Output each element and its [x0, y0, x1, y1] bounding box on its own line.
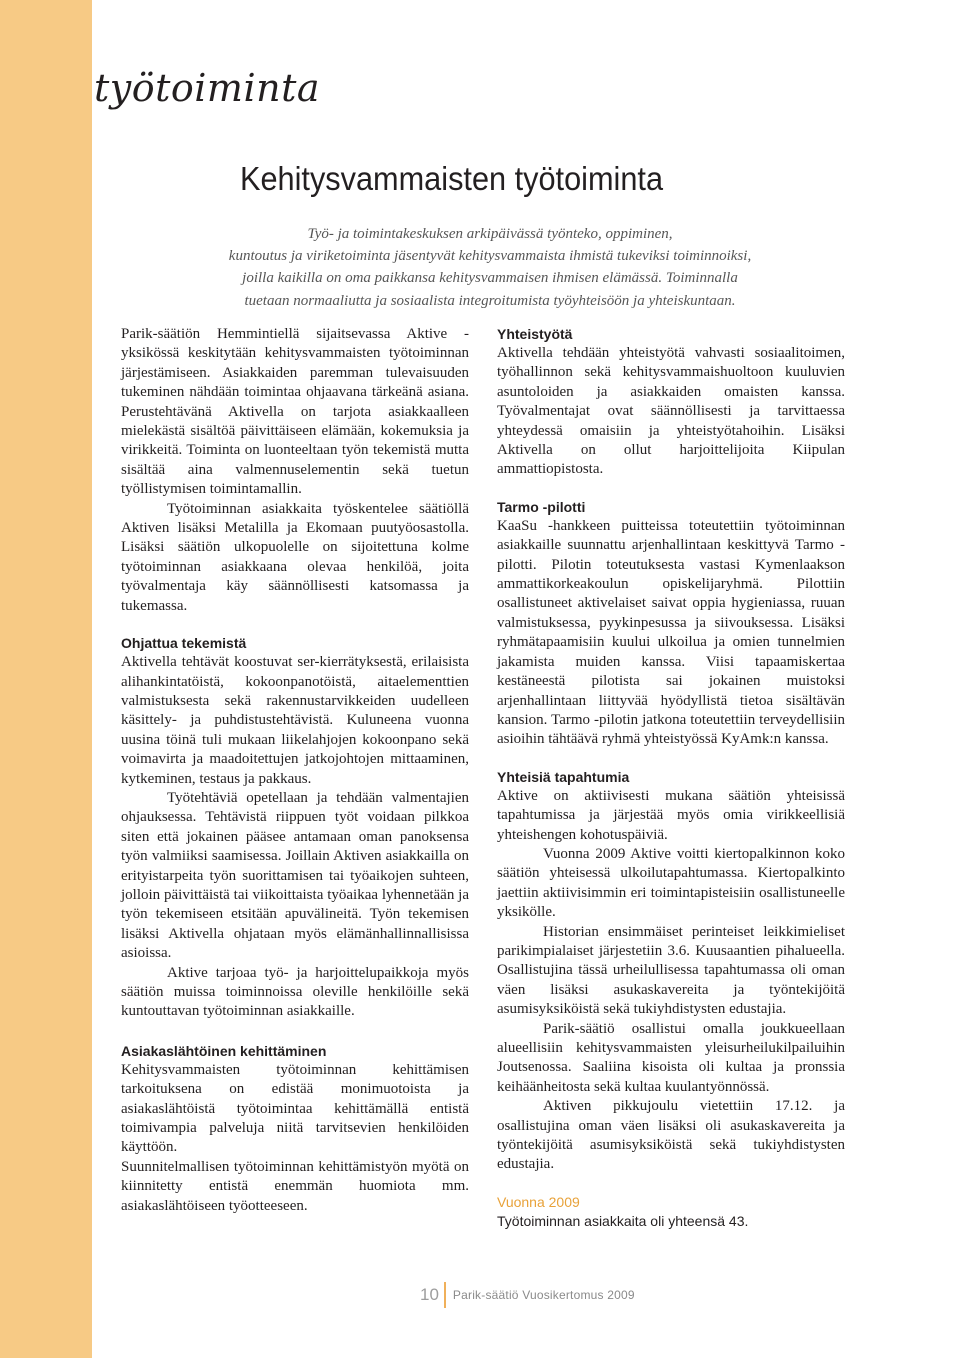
section-heading-yhteistyo: Yhteistyötä	[497, 326, 573, 342]
body-paragraph: Työtoiminnan asiakkaita työskentelee säätiöllä Aktiven lisäksi Metalilla ja Ekomaan puutyöosastolla. Lisäksi säätiön ulkopuolelle on sijoitettuna kolme työtoiminnan asiakkaana olevaa henkilöä, joita työvalmentaja käy säännöllisesti katsomassa ja tukemassa.	[121, 500, 469, 614]
section-heading-asiakaslahtoinen: Asiakaslähtöinen kehittäminen	[121, 1042, 327, 1059]
left-column	[121, 325, 469, 1216]
section-heading-ohjattua: Ohjattua tekemistä	[121, 635, 247, 652]
right-column	[497, 325, 845, 1231]
section-heading-tarmo: Tarmo -pilotti	[497, 498, 586, 515]
intro-line: kuntoutus ja viriketoiminta jäsentyvät kehitysvammaista ihmistä tukeviksi toiminnoiksi,	[228, 248, 752, 265]
body-paragraph: KaaSu -hankkeen puitteissa toteutettiin työtoiminnan asiakkaille suunnattu arjenhallintaan keskittyvä Tarmo -pilotti. Pilotin toteutuksesta vastasi Kymenlaakson ammattikorkeakoulun opiskelijaryhmä. Pilottiin osallistuneet aktivelaiset saivat oppia hygieniassa, ruuan valmistuksessa, pyykinpesussa ja siivouksessa. Lisäksi ryhmätapaamisiin kuului ulkoilua ja omien tunnelmien jakamista muiden kanssa. Viisi tapaamiskertaa kestäneestä pilotista sai jokainen muistoksi arjenhallintaan liittyvää hyödyllistä tietoa sisältävän kansion. Tarmo -pilotin jatkona toteutettiin terveydellisiin asioihin tähtäävä ryhmä yhteistyössä KyAmk:n kanssa.	[497, 517, 845, 748]
page-number: 10	[420, 1285, 439, 1304]
publication-name: Parik-säätiö Vuosikertomus 2009	[452, 1288, 635, 1302]
section-heading-yhteisia: Yhteisiä tapahtumia	[497, 768, 630, 785]
decorative-side-band	[0, 0, 92, 1358]
page-footer	[420, 1282, 635, 1308]
section-word: työtoiminta	[94, 66, 321, 110]
intro-line: tuetaan normaaliutta ja sosiaalista integroitumista työyhteisöön ja yhteiskuntaan.	[244, 292, 736, 309]
highlight-text: Työtoiminnan asiakkaita oli yhteensä 43.	[497, 1212, 749, 1229]
intro-line: Työ- ja toimintakeskuksen arkipäivässä työnteko, oppiminen,	[307, 226, 673, 242]
body-paragraph: Työtehtäviä opetellaan ja tehdään valmentajien ohjauksessa. Tehtävistä riippuen työt voidaan pilkkoa siten että jokainen pääsee antamaan oman panoksensa työn valmiiksi saamisessa. Joillain Aktiven asiakkailla on erityistarpeita työn suorittamisen tai työaikojen suhteen, jolloin päivittäistä tai viikoittaista työaikaa lyhennetään ja työn tekemiseen etsitään apuvälineitä. Työn tekemisen lisäksi Aktivella ohjataan myös elämänhallinnallisissa asioissa.	[121, 789, 469, 962]
intro-line: joilla kaikilla on oma paikkansa kehitysvammaisen ihmisen elämässä. Toiminnalla	[242, 270, 738, 287]
body-paragraph: Parik-säätiön Hemmintiellä sijaitsevassa Aktive -yksikössä keskitytään kehitysvammaisten työtoiminnan järjestämiseen. Asiakkaiden paremman tulevaisuuden tukeminen nähdään toimintaa ohjaavana tärkeänä asiana. Perustehtävänä Aktivella on tarjota asiakkaalleen mielekästä sisältöä päivittäiseen elämään, kokemuksia ja virikkeitä. Toiminta on luonteeltaan työn tekemistä mutta sisältää aina valmennuselementin sekä tuetun työllistymisen toimintamallin.	[121, 326, 469, 498]
body-paragraph: Aktiven pikkujoulu vietettiin 17.12. ja osallistujina oman väen lisäksi oli asukaskavereita ja työntekijöitä asumisyksiköistä sekä tukiyhdistysten edustajia.	[497, 1098, 845, 1173]
intro-paragraph	[140, 223, 840, 312]
body-paragraph: Suunnitelmallisen työtoiminnan kehittämistyön myötä on kiinnitetty entistä enemmän huomiota mm. asiakaslähtöiseen työotteeseen.	[121, 1158, 469, 1214]
body-paragraph: Historian ensimmäiset perinteiset leikkimieliset parikimpialaiset järjestetiin 3.6. Kuusaantien pihalueella. Osallistujina tässä urheilullisessa tapahtumassa oli oman väen lisäksi asukaskavereita ja työntekijöitä asumisyksiköistä sekä tukiyhdistysten edustajia.	[497, 923, 845, 1018]
highlight-year: Vuonna 2009	[497, 1193, 580, 1210]
body-paragraph: Aktivella tehdään yhteistyötä vahvasti sosiaalitoimen, työhallinnon sekä kehitysvammaishuoltoon kuuluvien asuntoloiden ja asiakkaiden omaisten kanssa. Työvalmentajat ovat säännöllisesti ja tarvittaessa yhteydessä omaisiin ja yhteistyötahoihin. Lisäksi Aktivella on ollut harjoittelijoita Kiipulan ammattiopistosta.	[497, 345, 845, 478]
body-paragraph: Parik-säätiö osallistui omalla joukkueellaan alueellisiin kehitysvammaisten yleisurheilukilpailuihin Joutsenossa. Saaliina kisoista oli kultaa ja pronssia keihäänheitosta sekä kultaa kuulantyönnössä.	[497, 1020, 845, 1095]
body-paragraph: Aktive tarjoaa työ- ja harjoittelupaikkoja myös säätiön muissa toiminnoissa oleville henkilöille sekä kuntouttavan työtoiminnan asiakkaille.	[121, 964, 469, 1020]
page-title: Kehitysvammaisten työtoiminta	[240, 160, 664, 197]
body-paragraph: Aktivella tehtävät koostuvat ser-kierrätyksestä, erilaisista alihankintatöistä, kokoonpanotöistä, aitaelementtien valmistuksesta sekä rakennustarvikkeiden uudelleen käsittely- ja puhdistustehtävistä. Kuluneena vuonna uusina töinä tuli mukaan liikelahjojen kokoonpano sekä voimavirta ja maadoitettujen jatkojohtojen mittaaminen, kytkeminen, testaus ja pakkaus.	[121, 654, 469, 787]
footer-divider	[444, 1282, 446, 1308]
body-paragraph: Aktive on aktiivisesti mukana säätiön yhteisissä tapahtumissa ja järjestää myös omia virikkeellisiä yhteishengen kohotuspäiviä.	[497, 787, 845, 843]
body-paragraph: Kehitysvammaisten työtoiminnan kehittämisen tarkoituksena on edistää monimuotoista ja asiakaslähtöistä työtoimintaa kehittämällä entistä toimivampia palveluja niitä tarvitsevien henkilöiden käyttöön.	[121, 1061, 469, 1156]
body-paragraph: Vuonna 2009 Aktive voitti kiertopalkinnon koko säätiön yhteisessä ulkoilutapahtumassa. Kiertopalkinto jaettiin aktiivisimmin eri toimintapisteisiin osallistuneelle yksikölle.	[497, 845, 845, 921]
